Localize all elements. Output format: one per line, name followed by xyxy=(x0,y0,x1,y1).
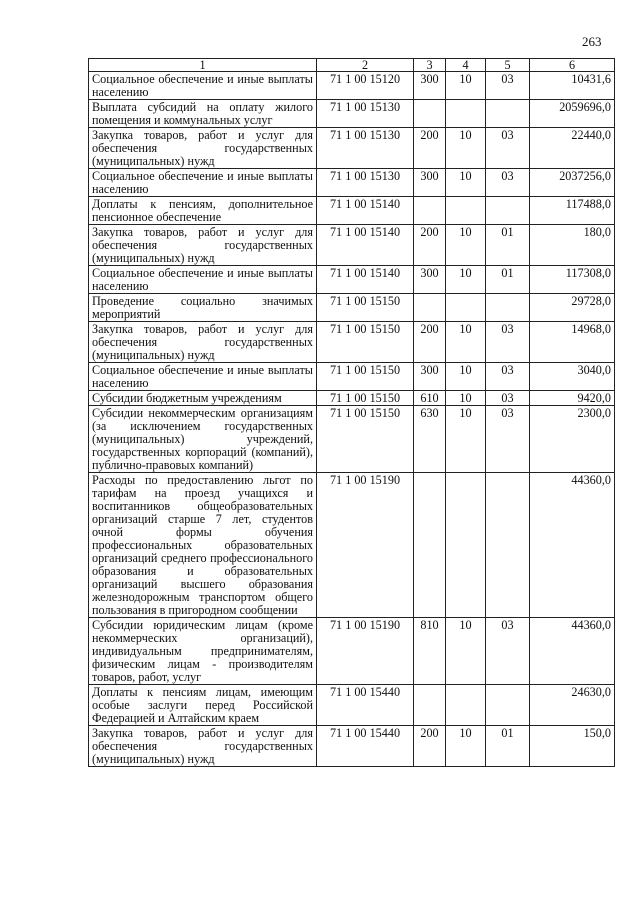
expense-name-cell: Закупка товаров, работ и услуг для обеспечения государственных (муниципальных) нужд xyxy=(89,225,317,266)
expense-name-cell: Закупка товаров, работ и услуг для обеспечения государственных (муниципальных) нужд xyxy=(89,726,317,767)
target-code-cell: 71 1 00 15140 xyxy=(317,266,414,294)
amount-cell: 22440,0 xyxy=(530,128,615,169)
expense-name-cell: Проведение социально значимых мероприятий xyxy=(89,294,317,322)
target-code-cell: 71 1 00 15190 xyxy=(317,473,414,618)
expense-type-cell: 200 xyxy=(414,322,446,363)
subsection-cell: 03 xyxy=(486,363,530,391)
amount-cell: 10431,6 xyxy=(530,72,615,100)
expense-name-cell: Социальное обеспечение и иные выплаты населению xyxy=(89,363,317,391)
section-cell xyxy=(446,473,486,618)
header-row xyxy=(89,59,615,72)
expense-type-cell xyxy=(414,294,446,322)
amount-cell: 2300,0 xyxy=(530,406,615,473)
table-row xyxy=(89,225,615,266)
target-code-cell: 71 1 00 15150 xyxy=(317,363,414,391)
amount-cell: 150,0 xyxy=(530,726,615,767)
section-cell: 10 xyxy=(446,72,486,100)
table-row xyxy=(89,726,615,767)
expense-name-cell: Субсидии некоммерческим организациям (за исключением государственных (муниципальных) учреждений, государственных корпораций (компаний), публично-правовых компаний) xyxy=(89,406,317,473)
target-code-cell: 71 1 00 15150 xyxy=(317,294,414,322)
page-number: 263 xyxy=(582,34,602,49)
table-row xyxy=(89,322,615,363)
target-code-cell: 71 1 00 15130 xyxy=(317,169,414,197)
header-col-6: 6 xyxy=(530,59,615,72)
subsection-cell xyxy=(486,473,530,618)
section-cell: 10 xyxy=(446,128,486,169)
header-col-1: 1 xyxy=(89,59,317,72)
expense-type-cell: 200 xyxy=(414,128,446,169)
table-row xyxy=(89,100,615,128)
subsection-cell: 03 xyxy=(486,169,530,197)
table-row xyxy=(89,406,615,473)
subsection-cell: 03 xyxy=(486,406,530,473)
expense-type-cell: 300 xyxy=(414,363,446,391)
section-cell: 10 xyxy=(446,406,486,473)
section-cell: 10 xyxy=(446,363,486,391)
expense-type-cell: 200 xyxy=(414,726,446,767)
header-col-4: 4 xyxy=(446,59,486,72)
target-code-cell: 71 1 00 15130 xyxy=(317,128,414,169)
expense-name-cell: Субсидии бюджетным учреждениям xyxy=(89,391,317,406)
section-cell: 10 xyxy=(446,618,486,685)
expense-type-cell: 300 xyxy=(414,169,446,197)
target-code-cell: 71 1 00 15140 xyxy=(317,197,414,225)
section-cell: 10 xyxy=(446,169,486,197)
amount-cell: 3040,0 xyxy=(530,363,615,391)
target-code-cell: 71 1 00 15150 xyxy=(317,322,414,363)
expense-name-cell: Выплата субсидий на оплату жилого помещения и коммунальных услуг xyxy=(89,100,317,128)
subsection-cell: 03 xyxy=(486,391,530,406)
budget-table xyxy=(88,58,615,767)
expense-name-cell: Социальное обеспечение и иные выплаты населению xyxy=(89,266,317,294)
expense-name-cell: Социальное обеспечение и иные выплаты населению xyxy=(89,72,317,100)
subsection-cell: 01 xyxy=(486,266,530,294)
table-row xyxy=(89,128,615,169)
expense-name-cell: Закупка товаров, работ и услуг для обеспечения государственных (муниципальных) нужд xyxy=(89,322,317,363)
subsection-cell: 03 xyxy=(486,322,530,363)
target-code-cell: 71 1 00 15130 xyxy=(317,100,414,128)
target-code-cell: 71 1 00 15150 xyxy=(317,391,414,406)
expense-type-cell: 810 xyxy=(414,618,446,685)
table-row xyxy=(89,363,615,391)
expense-name-cell: Доплаты к пенсиям, дополнительное пенсионное обеспечение xyxy=(89,197,317,225)
expense-type-cell xyxy=(414,473,446,618)
section-cell: 10 xyxy=(446,225,486,266)
target-code-cell: 71 1 00 15140 xyxy=(317,225,414,266)
amount-cell: 180,0 xyxy=(530,225,615,266)
expense-name-cell: Закупка товаров, работ и услуг для обеспечения государственных (муниципальных) нужд xyxy=(89,128,317,169)
expense-type-cell: 200 xyxy=(414,225,446,266)
table-row xyxy=(89,685,615,726)
table-body xyxy=(89,72,615,767)
section-cell xyxy=(446,100,486,128)
table-row xyxy=(89,618,615,685)
expense-type-cell: 300 xyxy=(414,72,446,100)
expense-type-cell: 300 xyxy=(414,266,446,294)
amount-cell: 117308,0 xyxy=(530,266,615,294)
table-row xyxy=(89,197,615,225)
amount-cell: 2037256,0 xyxy=(530,169,615,197)
subsection-cell xyxy=(486,100,530,128)
table-row xyxy=(89,169,615,197)
expense-type-cell xyxy=(414,685,446,726)
table-row xyxy=(89,473,615,618)
table-row xyxy=(89,266,615,294)
amount-cell: 44360,0 xyxy=(530,473,615,618)
amount-cell: 9420,0 xyxy=(530,391,615,406)
target-code-cell: 71 1 00 15190 xyxy=(317,618,414,685)
target-code-cell: 71 1 00 15150 xyxy=(317,406,414,473)
target-code-cell: 71 1 00 15440 xyxy=(317,726,414,767)
table-row xyxy=(89,391,615,406)
header-col-5: 5 xyxy=(486,59,530,72)
expense-name-cell: Субсидии юридическим лицам (кроме некоммерческих организаций), индивидуальным предпринимателям, физическим лицам - производителям товаров, работ, услуг xyxy=(89,618,317,685)
section-cell: 10 xyxy=(446,726,486,767)
section-cell: 10 xyxy=(446,266,486,294)
table-row xyxy=(89,294,615,322)
section-cell xyxy=(446,197,486,225)
section-cell: 10 xyxy=(446,322,486,363)
expense-type-cell: 610 xyxy=(414,391,446,406)
subsection-cell: 03 xyxy=(486,72,530,100)
target-code-cell: 71 1 00 15120 xyxy=(317,72,414,100)
target-code-cell: 71 1 00 15440 xyxy=(317,685,414,726)
subsection-cell: 03 xyxy=(486,618,530,685)
section-cell: 10 xyxy=(446,391,486,406)
expense-name-cell: Доплаты к пенсиям лицам, имеющим особые заслуги перед Российской Федерацией и Алтайским краем xyxy=(89,685,317,726)
section-cell xyxy=(446,294,486,322)
subsection-cell: 03 xyxy=(486,128,530,169)
expense-type-cell: 630 xyxy=(414,406,446,473)
section-cell xyxy=(446,685,486,726)
amount-cell: 24630,0 xyxy=(530,685,615,726)
subsection-cell: 01 xyxy=(486,225,530,266)
expense-type-cell xyxy=(414,197,446,225)
subsection-cell xyxy=(486,294,530,322)
header-col-2: 2 xyxy=(317,59,414,72)
amount-cell: 117488,0 xyxy=(530,197,615,225)
amount-cell: 29728,0 xyxy=(530,294,615,322)
table-row xyxy=(89,72,615,100)
amount-cell: 2059696,0 xyxy=(530,100,615,128)
expense-name-cell: Социальное обеспечение и иные выплаты населению xyxy=(89,169,317,197)
amount-cell: 44360,0 xyxy=(530,618,615,685)
subsection-cell: 01 xyxy=(486,726,530,767)
expense-type-cell xyxy=(414,100,446,128)
header-col-3: 3 xyxy=(414,59,446,72)
amount-cell: 14968,0 xyxy=(530,322,615,363)
subsection-cell xyxy=(486,685,530,726)
subsection-cell xyxy=(486,197,530,225)
expense-name-cell: Расходы по предоставлению льгот по тарифам на проезд учащихся и воспитанников общеобразовательных организаций старше 7 лет, студентов очной формы обучения профессиональных образовательных организаций среднего профессионального образования и образовательных организаций высшего образования железнодорожным транспортом общего пользования в пригородном сообщении xyxy=(89,473,317,618)
